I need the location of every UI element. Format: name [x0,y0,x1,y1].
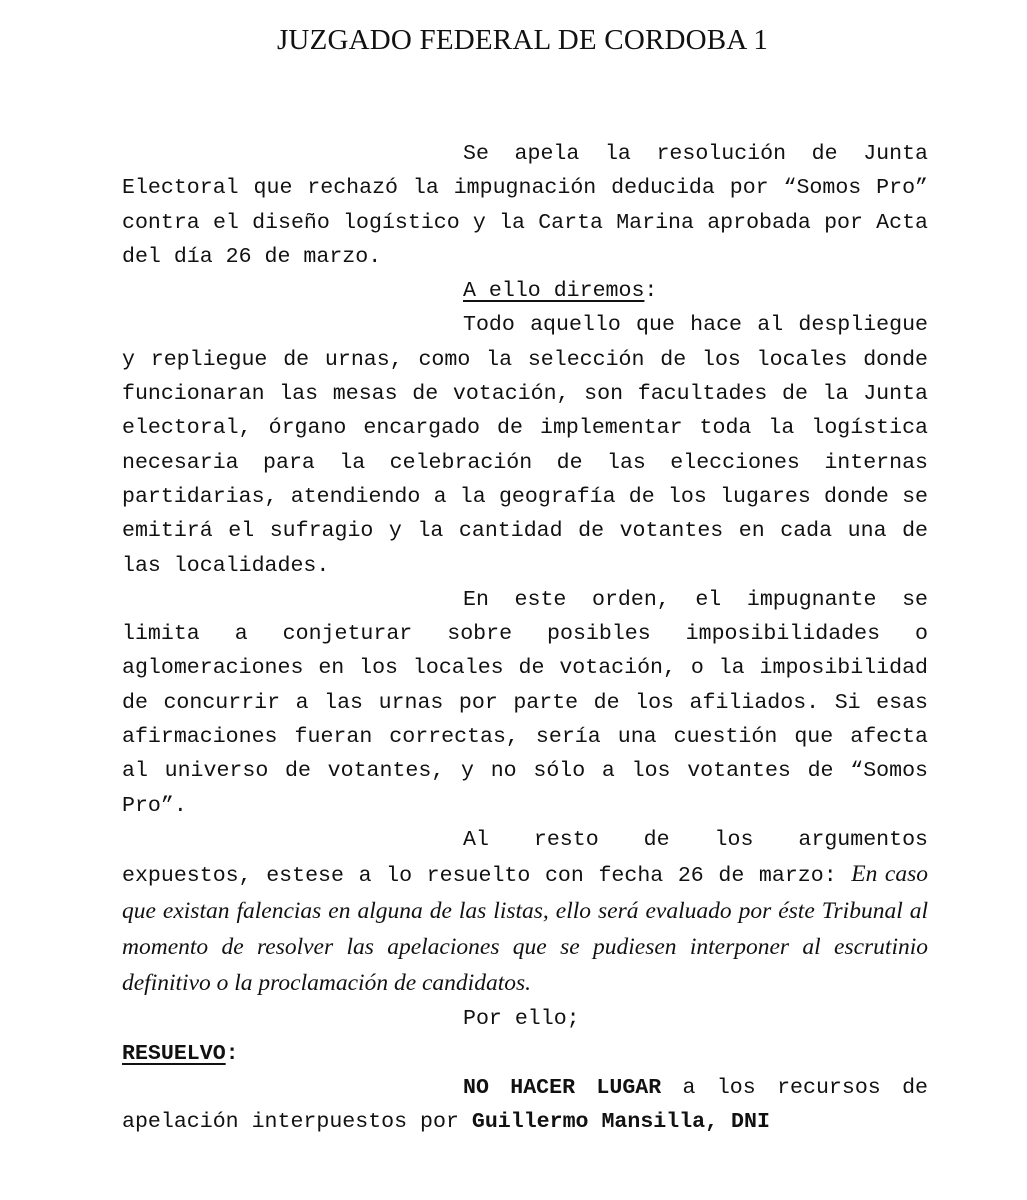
paragraph-remaining-arguments-text: Al resto de los argumentos expuestos, estese a lo resuelto con fecha 26 de marzo: [122,827,928,889]
resuelvo-line [122,1037,928,1071]
paragraph-heading [122,274,928,308]
section-heading: A ello diremos [463,279,645,304]
page-title: JUZGADO FEDERAL DE CORDOBA 1 [276,24,769,56]
resuelvo-heading: RESUELVO [122,1041,226,1066]
paragraph-logistics: Todo aquello que hace al despliegue y repliegue de urnas, como la selección de los locales donde funcionaran las mesas de votación, son facultades de la Junta electoral, órgano encargado de implementar toda la logística necesaria para la celebración de las elecciones internas partidarias, atendiendo a la geografía de los lugares donde se emitirá el sufragio y la cantidad de votantes en cada una de las localidades. [122,313,928,578]
quoted-resolution: En caso que existan falencias en alguna de las listas, ello será evaluado por éste Tribunal al momento de resolver las apelaciones que se pudiesen interponer al escrutinio definitivo o la proclamación de candidatos. [122,861,928,997]
paragraph-ruling [122,1071,928,1140]
paragraph-appeal: Se apela la resolución de Junta Electoral que rechazó la impugnación deducida por “Somos Pro” contra el diseño logístico y la Carta Marina aprobada por Acta del día 26 de marzo. [122,142,928,269]
document-body [122,137,928,1140]
ruling-decision: NO HACER LUGAR [463,1076,662,1101]
paragraph-impugnante: En este orden, el impugnante se limita a conjeturar sobre posibles imposibilidades o aglomeraciones en los locales de votación, o la imposibilidad de concurrir a las urnas por parte de los afiliados. Si esas afirmaciones fueran correctas, sería una cuestión que afecta al universo de votantes, y no sólo a los votantes de “Somos Pro”. [122,587,928,818]
ruling-text: a los recursos de apelación interpuestos por [122,1076,928,1135]
resuelvo-colon: : [225,1041,239,1066]
section-heading-colon: : [644,279,658,304]
appellant-name: Guillermo Mansilla, DNI [471,1110,770,1135]
paragraph-por-ello: Por ello; [463,1007,580,1032]
paragraph-remaining-arguments [122,823,928,1002]
